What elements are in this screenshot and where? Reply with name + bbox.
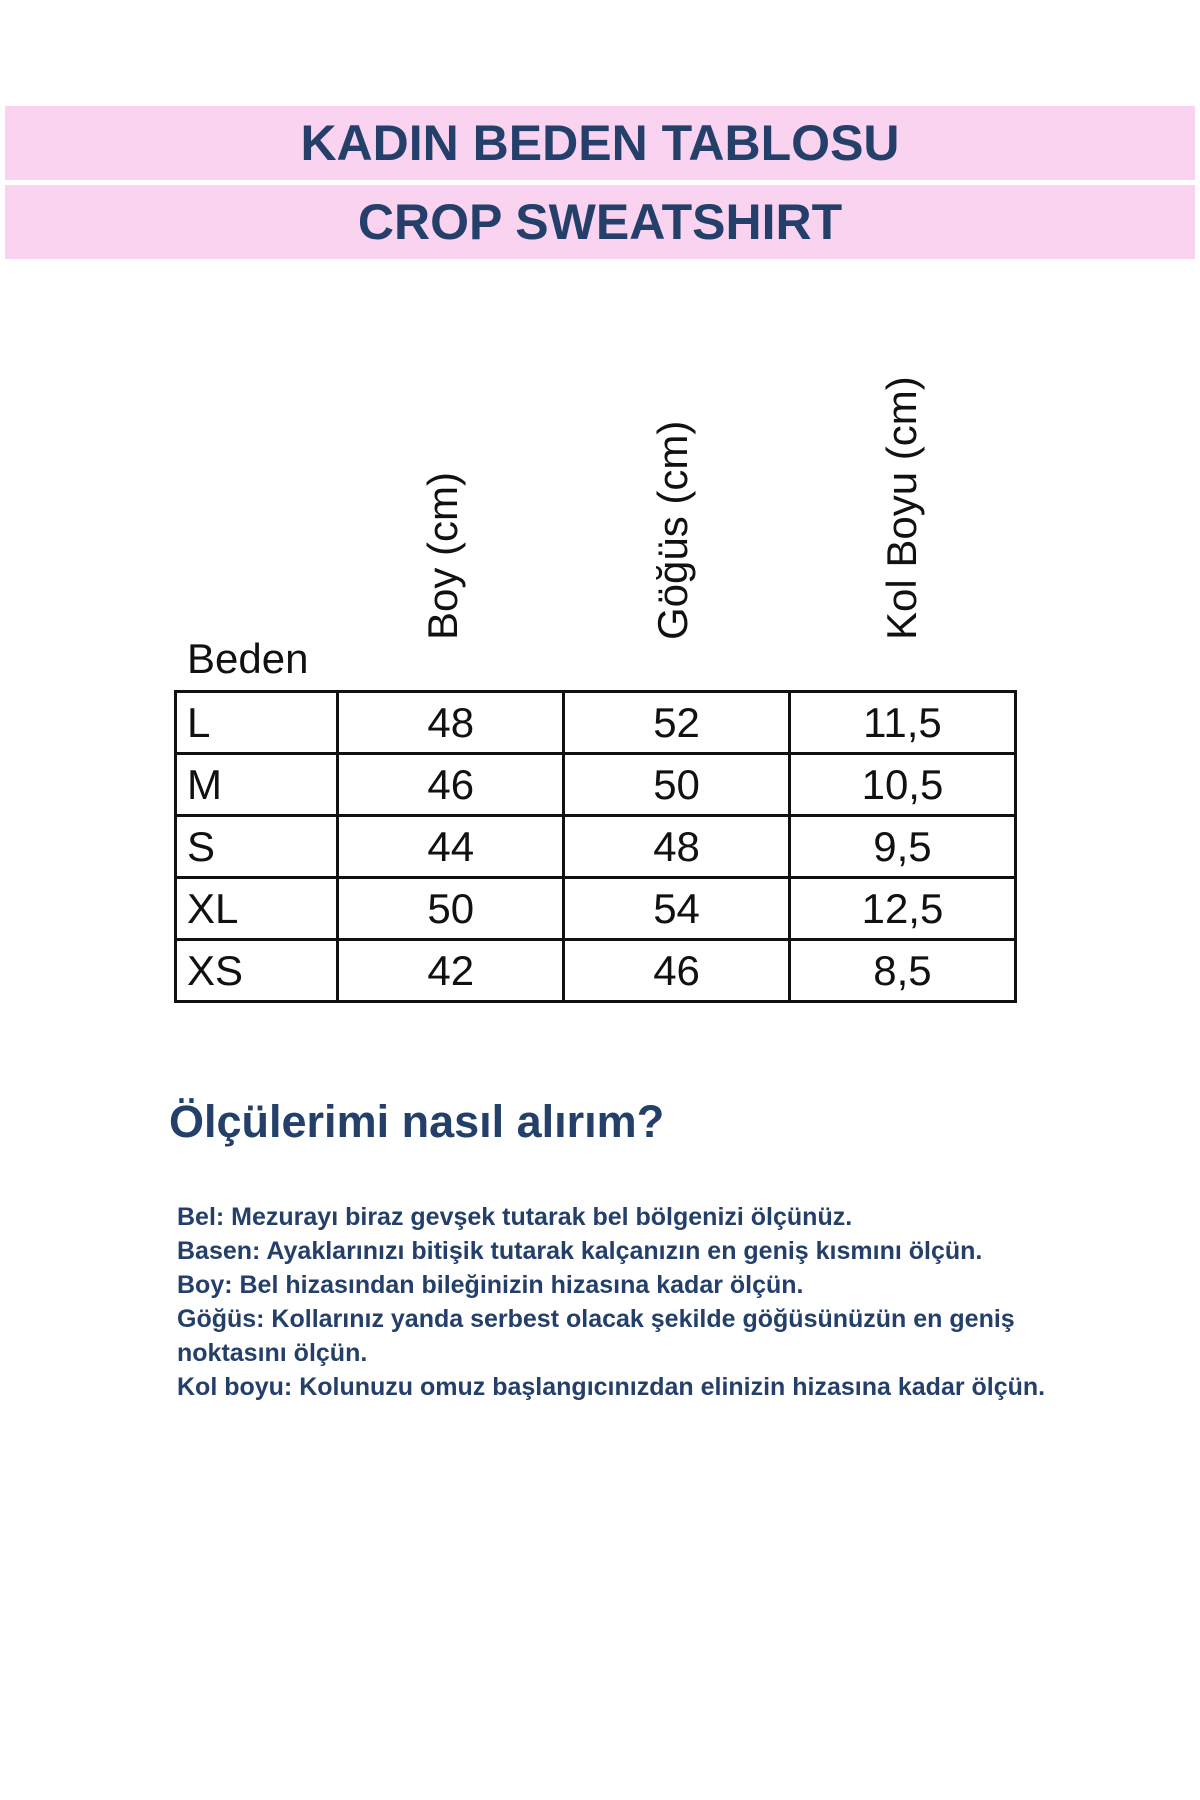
column-header-label: Kol Boyu (cm) <box>878 376 925 640</box>
subtitle-band <box>5 185 1195 259</box>
instruction-line-kol-boyu: Kol boyu: Kolunuzu omuz başlangıcınızdan elinizin hizasına kadar ölçün. <box>177 1373 1046 1401</box>
column-header-boy <box>413 370 473 640</box>
column-header-gogus <box>643 370 703 640</box>
size-cell: XS <box>176 940 338 1002</box>
table-row <box>176 754 1016 816</box>
measurement-guide-title: Ölçülerimi nasıl alırım? <box>169 1096 665 1147</box>
instruction-line-basen: Basen: Ayaklarınızı bitişik tutarak kalçanızın en geniş kısmını ölçün. <box>177 1237 983 1265</box>
size-cell: L <box>176 692 338 754</box>
column-header-kol-boyu <box>872 370 932 640</box>
gogus-cell: 50 <box>564 754 790 816</box>
boy-cell: 50 <box>338 878 564 940</box>
column-header-label: Boy (cm) <box>419 472 466 640</box>
table-row <box>176 692 1016 754</box>
kol-boyu-cell: 10,5 <box>789 754 1015 816</box>
gogus-cell: 52 <box>564 692 790 754</box>
size-table <box>174 690 1017 1003</box>
size-cell: XL <box>176 878 338 940</box>
size-cell: M <box>176 754 338 816</box>
page-title: KADIN BEDEN TABLOSU <box>300 115 900 171</box>
table-row <box>176 878 1016 940</box>
instruction-line-gogus: Göğüs: Kollarınız yanda serbest olacak şekilde göğüsünüzün en geniş noktasını ölçün. <box>177 1305 1015 1367</box>
kol-boyu-cell: 11,5 <box>789 692 1015 754</box>
size-cell: S <box>176 816 338 878</box>
table-row <box>176 940 1016 1002</box>
measurement-instructions <box>177 1200 1097 1404</box>
title-band <box>5 106 1195 180</box>
kol-boyu-cell: 9,5 <box>789 816 1015 878</box>
kol-boyu-cell: 12,5 <box>789 878 1015 940</box>
table-row <box>176 816 1016 878</box>
gogus-cell: 46 <box>564 940 790 1002</box>
boy-cell: 44 <box>338 816 564 878</box>
gogus-cell: 54 <box>564 878 790 940</box>
page-subtitle: CROP SWEATSHIRT <box>357 194 843 250</box>
row-header-beden: Beden <box>187 635 309 682</box>
instruction-line-bel: Bel: Mezurayı biraz gevşek tutarak bel bölgenizi ölçünüz. <box>177 1203 853 1231</box>
boy-cell: 46 <box>338 754 564 816</box>
gogus-cell: 48 <box>564 816 790 878</box>
kol-boyu-cell: 8,5 <box>789 940 1015 1002</box>
boy-cell: 48 <box>338 692 564 754</box>
boy-cell: 42 <box>338 940 564 1002</box>
column-header-label: Göğüs (cm) <box>649 420 696 640</box>
instruction-line-boy: Boy: Bel hizasından bileğinizin hizasına kadar ölçün. <box>177 1271 804 1299</box>
